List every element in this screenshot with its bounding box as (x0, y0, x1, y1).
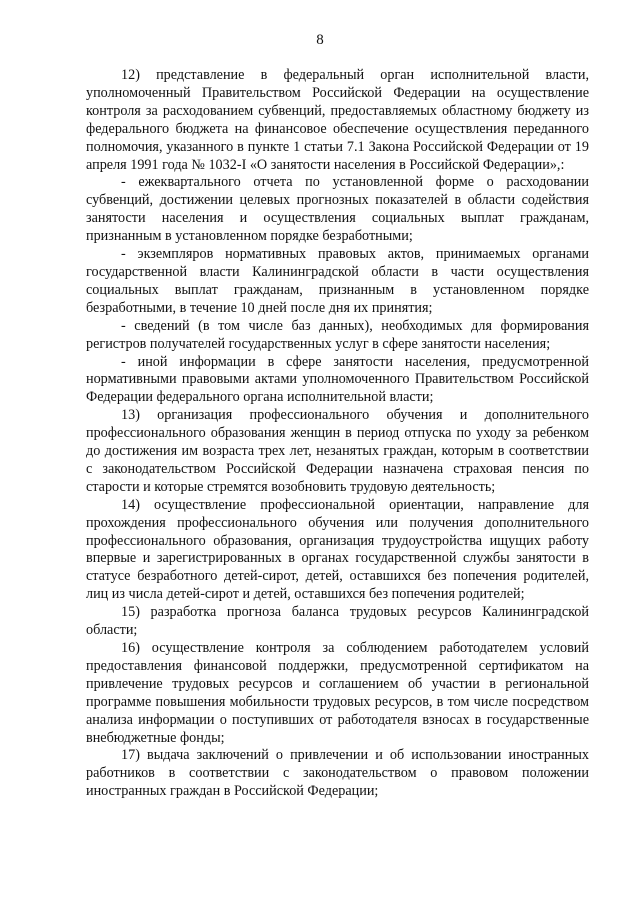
paragraph-item-17: 17) выдача заключений о привлечении и об использовании иностранных работников в соответствии с законодательством о правовом положении иностранных граждан в Российской Федерации; (86, 747, 589, 800)
paragraph-bullet-quarterly-report: - ежеквартального отчета по установленной форме о расходовании субвенций, достижении целевых прогнозных показателей в области содействия занятости населения и осуществления социальных выплат гражданам, признанным в установленном порядке безработными; (86, 174, 589, 245)
page-number: 8 (316, 32, 324, 48)
paragraph-item-15: 15) разработка прогноза баланса трудовых ресурсов Калининградской области; (86, 604, 589, 639)
paragraph-item-12: 12) представление в федеральный орган исполнительной власти, уполномоченный Правительством Российской Федерации на осуществление контроля за расходованием субвенций, предоставляемых областному бюджету из федерального бюджета на финансовое обеспечение осуществления переданного полномочия, указанного в пункте 1 статьи 7.1 Закона Российской Федерации от 19 апреля 1991 года № 1032-I «О занятости населения в Российской Федерации»,: (86, 67, 589, 173)
paragraph-bullet-legal-acts: - экземпляров нормативных правовых актов, принимаемых органами государственной власти Калининградской области в части осуществления социальных выплат гражданам, признанным в установленном порядке безработными, в течение 10 дней после дня их принятия; (86, 246, 589, 316)
paragraph-item-16: 16) осуществление контроля за соблюдением работодателем условий предоставления финансовой поддержки, предусмотренной сертификатом на привлечение трудовых ресурсов и соглашением об участии в региональной программе повышения мобильности трудовых ресурсов, в том числе посредством анализа информации о поступивших от работодателя взносах в государственные внебюджетные фонды; (86, 640, 589, 746)
document-body (86, 67, 589, 801)
paragraph-item-14: 14) осуществление профессиональной ориентации, направление для прохождения профессионального обучения или получения дополнительного профессионального образования, организация трудоустройства ищущих работу впервые и зарегистрированных в органах государственной службы занятости в статусе безработного детей-сирот, детей, оставшихся без попечения родителей, лиц из числа детей-сирот и детей, оставшихся без попечения родителей; (86, 496, 589, 603)
paragraph-item-13: 13) организация профессионального обучения и дополнительного профессионального образования женщин в период отпуска по уходу за ребенком до достижения им возраста трех лет, незанятых граждан, которым в соответствии с законодательством Российской Федерации назначена страховая пенсия по старости и которые стремятся возобновить трудовую деятельность; (86, 407, 589, 495)
paragraph-bullet-other-info: - иной информации в сфере занятости населения, предусмотренной нормативными правовыми актами уполномоченного Правительством Российской Федерации федерального органа исполнительной власти; (86, 353, 589, 406)
paragraph-bullet-registry-data: - сведений (в том числе баз данных), необходимых для формирования регистров получателей государственных услуг в сфере занятости населения; (86, 317, 589, 352)
